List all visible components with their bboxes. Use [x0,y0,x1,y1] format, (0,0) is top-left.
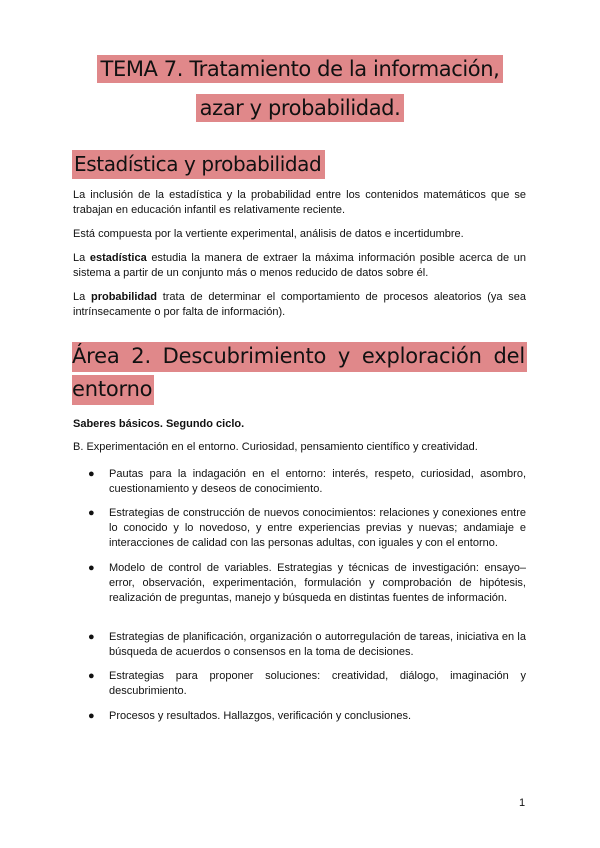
section-heading-area2-line1: Área 2. Descubrimiento y exploración del [72,343,527,369]
intro-line: B. Experimentación en el entorno. Curiosidad, pensamiento científico y creatividad. [73,441,478,453]
bullet-icon: ● [88,468,95,480]
paragraph: La estadística estudia la manera de extraer la máxima información posible acerca de un sistema a partir de un conjunto más o menos reducido de datos sobre él. [73,252,526,279]
doc-title-line2: azar y probabilidad. [40,96,560,120]
bullet-icon: ● [88,507,95,519]
doc-title-line1: TEMA 7. Tratamiento de la información, [40,57,560,81]
document-page: TEMA 7. Tratamiento de la información, azar y probabilidad. Estadística y probabilidad La inclusión de la estadística y la probabilidad entre los contenidos matemáticos que se trabajan en educación infantil es relativamente reciente. Está compuesta por la vertiente experimental, análisis de datos e incertidumbre. La estadística estudia la manera de extraer la máxima información posible acerca de un sistema a partir de un conjunto más o menos reducido de datos sobre él. La probabilidad trata de determinar el comportamiento de procesos aleatorios (ya sea intrínsecamente o por falta de información). Área 2. Descubrimiento y exploración del entorno Saberes básicos. Segundo ciclo. B. Experimentación en el entorno. Curiosidad, pensamiento científico y creatividad. ● Pautas para la indagación en el entorno: interés, respeto, curiosidad, asombro, cuestionamiento y deseos de conocimiento. ● Estrategias de construcción de nuevos conocimientos: relaciones y conexiones entre lo conocido y lo novedoso, y entre experiencias previas y nuevas; andamiaje e interacciones de calidad con las personas adultas, con iguales y con el entorno. ● Modelo de control de variables. Estrategias y técnicas de investigación: ensayo–error, observación, experimentación, formulación y comprobación de hipótesis, realización de preguntas, manejo y búsqueda en distintas fuentes de información. ● Estrategias de planificación, organización o autorregulación de tareas, iniciativa en la búsqueda de acuerdos o consensos en la toma de decisiones. ● Estrategias para proponer soluciones: creatividad, diálogo, imaginación y descubrimiento. ● Procesos y resultados. Hallazgos, verificación y conclusiones. 1 [0,0,600,848]
section-heading-estadistica: Estadística y probabilidad [72,150,325,179]
page-number: 1 [519,797,526,809]
paragraph: Está compuesta por la vertiente experimental, análisis de datos e incertidumbre. [73,228,464,240]
paragraph: La probabilidad trata de determinar el comportamiento de procesos aleatorios (ya sea intrínsecamente o por falta de información). [73,291,526,318]
section-heading-area2-line2: entorno [72,376,527,402]
paragraph: La inclusión de la estadística y la probabilidad entre los contenidos matemáticos que se trabajan en educación infantil es relativamente reciente. [73,189,526,216]
bullet-icon: ● [88,710,95,722]
bullet-icon: ● [88,670,95,682]
bullet-icon: ● [88,631,95,643]
subheading: Saberes básicos. Segundo ciclo. [73,418,245,430]
bullet-icon: ● [88,562,95,574]
